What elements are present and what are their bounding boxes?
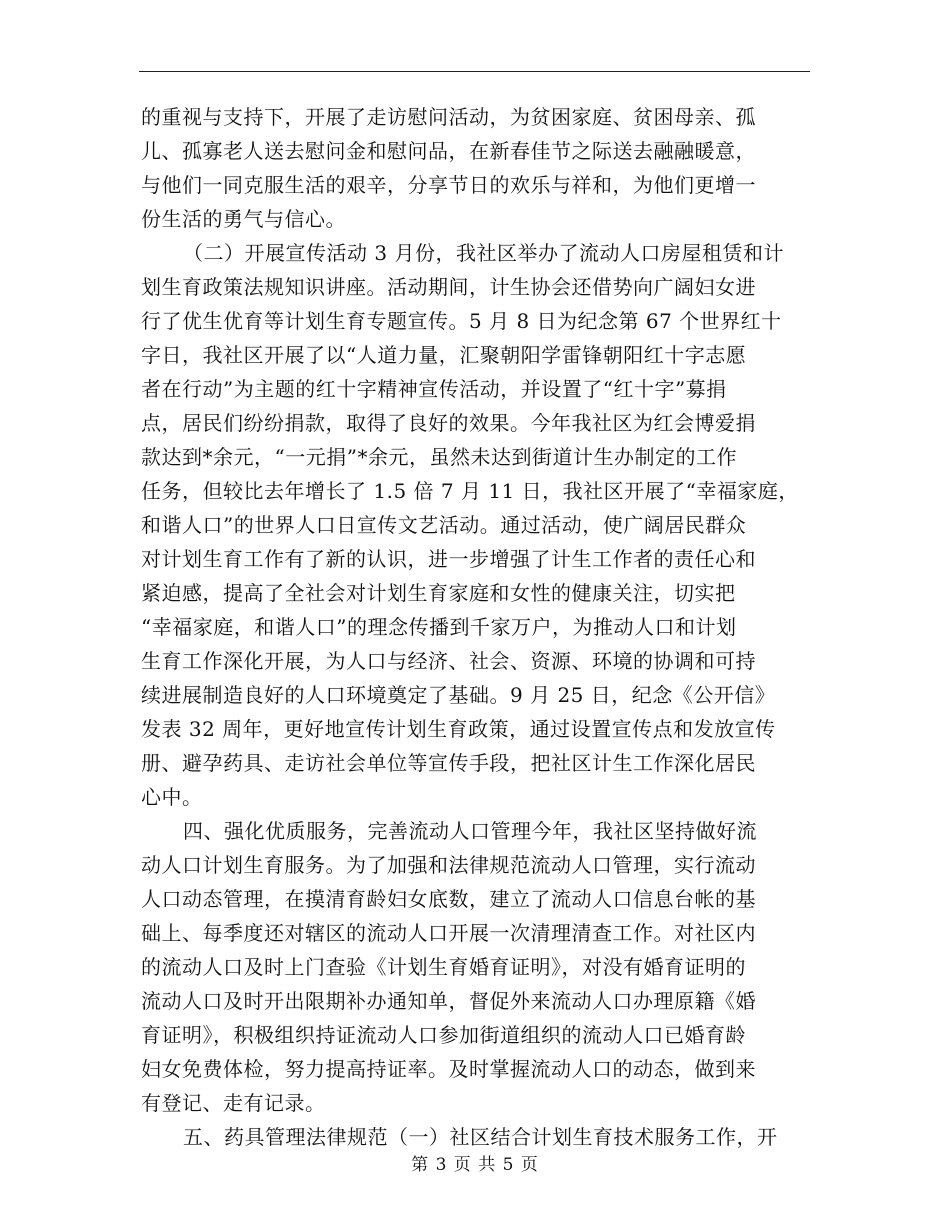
text-line: 划生育政策法规知识讲座。活动期间，计生协会还借势向广阔妇女进 <box>141 275 756 299</box>
text-line: 流动人口及时开出限期补办通知单，督促外来流动人口办理原籍《婚 <box>141 989 756 1013</box>
text-line: 款达到*余元，“一元捐”*余元，虽然未达到街道计生办制定的工作 <box>141 445 737 469</box>
document-body <box>141 100 821 1154</box>
text-line: “幸福家庭，和谐人口”的理念传播到千家万户，为推动人口和计划 <box>141 615 737 639</box>
text-line: 人口动态管理，在摸清育龄妇女底数，建立了流动人口信息台帐的基 <box>141 887 756 911</box>
text-line: 者在行动”为主题的红十字精神宣传活动，并设置了“红十字”募捐 <box>141 377 727 401</box>
text-line: 妇女免费体检，努力提高持证率。及时掌握流动人口的动态，做到来 <box>141 1057 756 1081</box>
text-line: 任务，但较比去年增长了 1.5 倍 7 月 11 日，我社区开展了“幸福家庭， <box>141 479 799 503</box>
text-line: 儿、孤寡老人送去慰问金和慰问品，在新春佳节之际送去融融暖意， <box>141 139 756 163</box>
text-line: 与他们一同克服生活的艰辛，分享节日的欢乐与祥和，为他们更增一 <box>141 173 756 197</box>
text-line: 份生活的勇气与信心。 <box>141 207 346 231</box>
text-line: 发表 32 周年，更好地宣传计划生育政策，通过设置宣传点和发放宣传 <box>141 717 776 741</box>
text-line: 五、药具管理法律规范（一）社区结合计划生育技术服务工作，开 <box>183 1125 778 1149</box>
text-line: 紧迫感，提高了全社会对计划生育家庭和女性的健康关注，切实把 <box>141 581 736 605</box>
text-line: 字日，我社区开展了以“人道力量，汇聚朝阳学雷锋朝阳红十字志愿 <box>141 343 747 367</box>
text-line: 的重视与支持下，开展了走访慰问活动，为贫困家庭、贫困母亲、孤 <box>141 105 756 129</box>
header-rule <box>139 71 810 72</box>
text-line: 册、避孕药具、走访社会单位等宣传手段，把社区计生工作深化居民 <box>141 751 756 775</box>
text-line: 生育工作深化开展，为人口与经济、社会、资源、环境的协调和可持 <box>141 649 756 673</box>
text-line: 对计划生育工作有了新的认识，进一步增强了计生工作者的责任心和 <box>141 547 756 571</box>
text-line: 有登记、走有记录。 <box>141 1091 326 1115</box>
text-line: 点，居民们纷纷捐款，取得了良好的效果。今年我社区为红会博爱捐 <box>141 411 756 435</box>
text-line: 动人口计划生育服务。为了加强和法律规范流动人口管理，实行流动 <box>141 853 756 877</box>
text-line: 础上、每季度还对辖区的流动人口开展一次清理清查工作。对社区内 <box>141 921 756 945</box>
text-line: 和谐人口”的世界人口日宣传文艺活动。通过活动，使广阔居民群众 <box>141 513 747 537</box>
text-line: 的流动人口及时上门查验《计划生育婚育证明》，对没有婚育证明的 <box>141 955 746 979</box>
text-line: 续进展制造良好的人口环境奠定了基础。9 月 25 日，纪念《公开信》 <box>141 683 776 707</box>
page-number: 第 3 页 共 5 页 <box>411 1155 539 1175</box>
text-line: 四、强化优质服务，完善流动人口管理今年，我社区坚持做好流 <box>183 819 757 843</box>
text-line: 行了优生优育等计划生育专题宣传。5 月 8 日为纪念第 67 个世界红十 <box>141 309 782 333</box>
text-line: 育证明》，积极组织持证流动人口参加街道组织的流动人口已婚育龄 <box>141 1023 746 1047</box>
text-line: （二）开展宣传活动 3 月份，我社区举办了流动人口房屋租赁和计 <box>183 241 784 265</box>
text-line: 心中。 <box>141 785 203 809</box>
